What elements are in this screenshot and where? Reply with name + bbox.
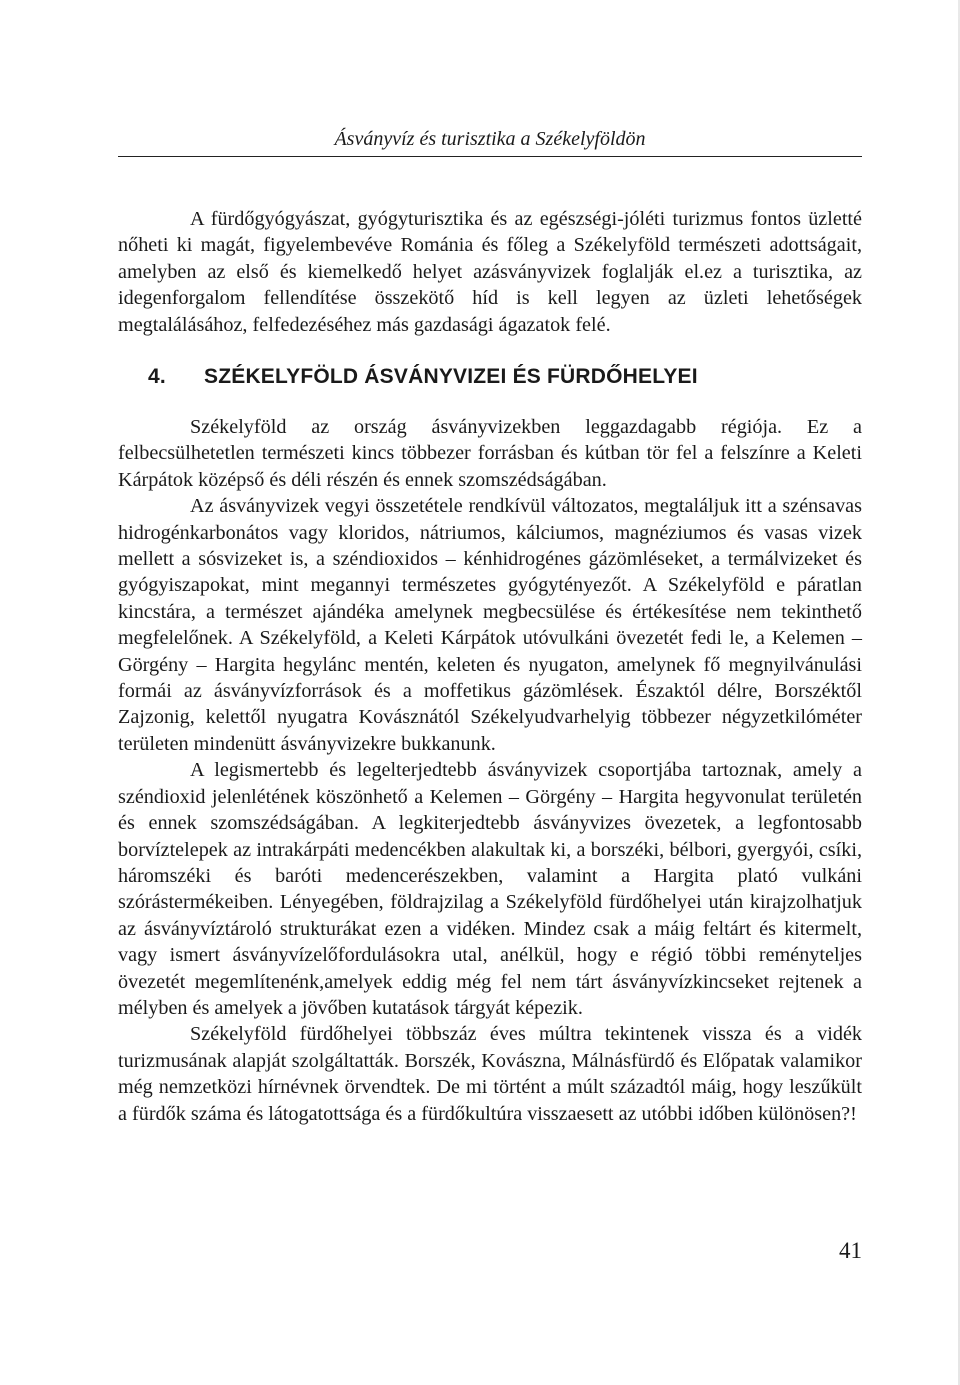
intro-block <box>118 206 862 338</box>
header-rule <box>118 156 862 157</box>
body-paragraph-4: Székelyföld fürdőhelyei többszáz éves múltra tekintenek vissza és a vidék turizmusának alapját szolgáltatták. Borszék, Kovászna, Málnásfürdő és Előpatak valamikor még nemzetközi hírnévnek örvendtek. De mi történt a múlt századtól máig, hogy leszűkült a fürdők száma és látogatottsága és a fürdőkultúra visszaesett az utóbbi időben különösen?! <box>118 1023 862 1125</box>
section-title: SZÉKELYFÖLD ÁSVÁNYVIZEI ÉS FÜRDŐHELYEI <box>204 365 698 388</box>
section-number: 4. <box>148 365 166 388</box>
running-header: Ásványvíz és turisztika a Székelyföldön <box>334 128 646 150</box>
page-number: 41 <box>839 1238 862 1263</box>
section-heading <box>148 362 862 392</box>
body-paragraph-3: A legismertebb és legelterjedtebb ásványvizek csoportjába tartoznak, amely a széndioxid jelenlétének köszönhető a Kelemen – Görgény – Hargita hegyvonulat területén és ennek szomszédságában. A legkiterjedtebb ásványvizes övezetek, a legfontosabb borvíztelepek az intrakárpáti medencékben alakultak ki, a borszéki, bélbori, gyergyói, csíki, háromszéki és baróti medencerészekben, valamint a Hargita plató vulkáni szórástermékeiben. Lényegében, földrajzilag a Székelyföld fürdőhelyei után kirajzolhatjuk az ásványvíztároló strukturákat ezen a vidéken. Mindez csak a máig feltárt és kitermelt, vagy ismert ásványvízelőfordulásokra utal, anélkül, hogy e régió többi reményteljes övezetét megemlítenénk,amelyek eddig még fel nem tárt ásványvízkincseket rejtenek a mélyben és amelyek a jövőben kutatások tárgyát képezik. <box>118 759 862 1019</box>
body-paragraph-1: Székelyföld az ország ásványvizekben leggazdagabb régiója. Ez a felbecsülhetetlen természeti kincs többezer forrásban és kútban tör fel a felszínre a Keleti Kárpátok középső és déli részén és ennek szomszédságában. <box>118 416 862 491</box>
body-paragraph-2: Az ásványvizek vegyi összetétele rendkívül változatos, megtaláljuk itt a szénsavas hidrogénkarbonátos vagy kloridos, nátriumos, kálciumos, magnéziumos és vasas vizek mellett a sósvizeket is, a széndioxidos – kénhidrogénes gázömléseket, a termálvizeket és gyógyiszapokat, mint megannyi természetes gyógytényezőt. A Székelyföld e páratlan kincstára, a természet ajándéka amelynek megbecsülése és értékesítése nem tekinthető megfelelőnek. A Székelyföld, a Keleti Kárpátok utóvulkáni övezetét fedi le, a Kelemen – Görgény – Hargita hegylánc mentén, keleten és nyugaton, amelynek fő megnyilvánulási formái az ásványvízforrások és a moffetikus gázömlések. Északtól délre, Borszéktől Zajzonig, kelettől nyugatra Kovásznától Székelyudvarhelyig többezer négyzetkilóméter területen mindenütt ásványvizekre bukkanunk. <box>118 495 862 755</box>
section-body <box>118 414 862 1127</box>
intro-paragraph: A fürdőgyógyászat, gyógyturisztika és az egészségi-jóléti turizmus fontos üzletté nőheti ki magát, figyelembevéve Románia és főleg a Székelyföld természeti adottságait, amelyben az első és kiemelkedő helyet azásványvizek foglalják el.ez a turisztika, az idegenforgalom fellendítése összekötő híd is kell legyen az üzleti lehetőségek megtalálásához, felfedezéséhez más gazdasági ágazatok felé. <box>118 208 862 336</box>
